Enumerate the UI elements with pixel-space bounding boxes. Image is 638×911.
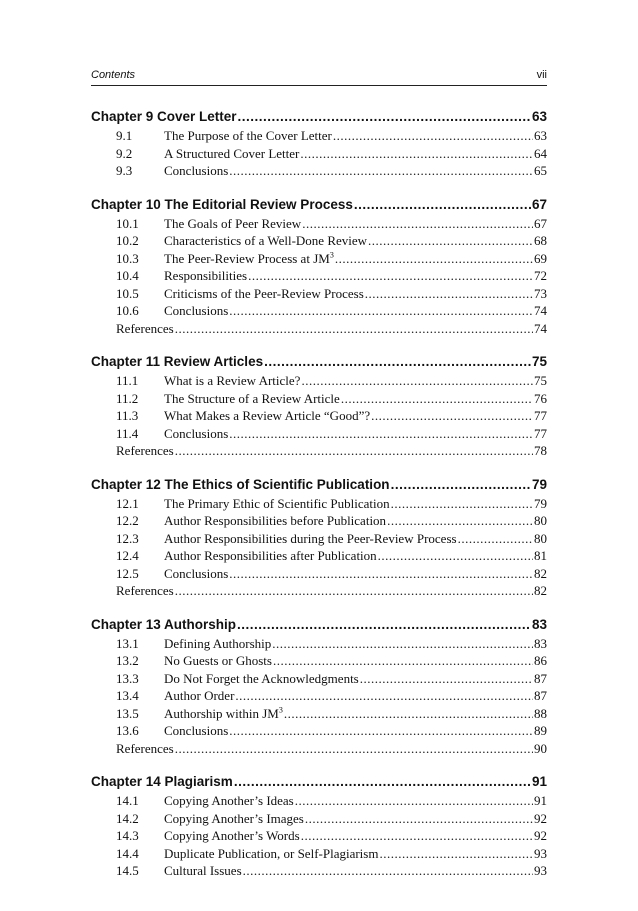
section-title: References [116,443,174,458]
section-number: 14.3 [116,828,139,843]
toc-section-entry[interactable] [91,495,547,513]
chapter-title: Chapter 12 The Ethics of Scientific Publication [91,476,390,492]
section-number: 13.3 [116,670,139,686]
chapter-page: 75 [531,354,547,369]
dot-leader [234,772,531,792]
toc-section-entry[interactable] [91,687,547,705]
section-number: 12.4 [116,548,139,563]
header-rule [91,85,547,86]
section-title: What is a Review Article? [164,373,301,388]
toc-section-entry[interactable] [91,652,547,670]
toc-section-entry[interactable] [91,845,547,863]
dot-leader [333,127,533,145]
dot-leader [175,442,533,460]
section-page: 80 [534,513,547,528]
dot-leader [391,495,533,513]
section-page: 89 [534,723,547,738]
dot-leader [229,425,533,443]
dot-leader [335,250,533,268]
section-title: Author Order [164,688,235,703]
section-page: 82 [534,565,547,581]
toc-chapter-entry[interactable] [91,352,547,372]
section-page: 76 [534,390,547,406]
toc-section-entry[interactable] [91,565,547,583]
toc-section-entry[interactable] [91,722,547,740]
section-title: Conclusions [164,303,229,318]
toc-section-entry[interactable] [91,145,547,163]
dot-leader [360,670,533,688]
section-title: The Purpose of the Cover Letter [164,128,332,143]
section-page: 91 [534,793,547,808]
toc-section-entry[interactable] [91,425,547,443]
section-page: 69 [534,250,547,266]
toc-section-entry[interactable] [91,442,547,460]
section-title: Criticisms of the Peer-Review Process [164,285,364,301]
section-number: 10.2 [116,233,139,248]
chapter-page: 63 [531,109,547,124]
dot-leader [341,390,533,408]
dot-leader [237,615,531,635]
section-number: 13.1 [116,635,139,651]
section-number: 13.2 [116,653,139,668]
section-number: 10.4 [116,268,139,283]
section-title: A Structured Cover Letter [164,145,300,161]
chapter-title: Chapter 11 Review Articles [91,354,264,369]
section-number: 10.1 [116,215,139,231]
section-page: 87 [534,688,547,703]
section-page: 80 [534,530,547,546]
section-title: References [116,320,174,336]
toc-section-entry[interactable] [91,862,547,880]
table-of-contents [91,107,547,895]
section-page: 82 [534,583,547,598]
superscript: 3 [278,705,283,715]
toc-chapter-entry[interactable] [91,615,547,635]
section-number: 12.1 [116,495,139,511]
section-number: 9.1 [116,128,133,143]
section-number: 10.6 [116,303,139,318]
chapter-title: Chapter 9 Cover Letter [91,109,237,124]
toc-section-entry[interactable] [91,372,547,390]
toc-section-entry[interactable] [91,285,547,303]
section-page: 93 [534,845,547,861]
section-page: 74 [534,303,547,318]
dot-leader [387,512,533,530]
section-title: Copying Another’s Images [164,810,304,826]
section-title: The Peer-Review Process at $JM^3$ [164,250,334,266]
dot-leader [301,372,533,390]
toc-section-entry[interactable] [91,635,547,653]
section-page: 73 [534,285,547,301]
chapter-title: Chapter 13 Authorship [91,616,237,632]
toc-section-entry[interactable] [91,162,547,180]
toc-section-entry[interactable] [91,267,547,285]
section-page: 90 [534,740,547,756]
section-number: 11.4 [116,425,139,441]
toc-chapter-entry[interactable] [91,195,547,215]
dot-leader [175,740,533,758]
section-page: 77 [534,425,547,441]
dot-leader [284,705,533,723]
dot-leader [235,687,533,705]
dot-leader [295,792,533,810]
toc-section-entry[interactable] [91,250,547,268]
section-page: 65 [534,163,547,178]
dot-leader [301,827,533,845]
toc-chapter [91,352,547,460]
section-title: No Guests or Ghosts [164,653,272,668]
section-number: 12.3 [116,530,139,546]
running-head-title: Contents [91,69,136,81]
section-title: Conclusions [164,163,229,178]
toc-chapter [91,195,547,338]
dot-leader [229,565,533,583]
section-number: 12.2 [116,513,139,528]
section-number: 10.3 [116,250,139,266]
section-title: Cultural Issues [164,863,242,878]
section-number: 13.4 [116,688,139,703]
dot-leader [238,107,531,127]
dot-leader [300,145,533,163]
toc-section-entry[interactable] [91,582,547,600]
section-page: 75 [534,373,547,388]
dot-leader [264,352,531,372]
section-number: 10.5 [116,285,139,301]
toc-section-entry[interactable] [91,320,547,338]
dot-leader [175,320,533,338]
section-number: 13.5 [116,705,139,721]
section-title: References [116,583,174,598]
section-title: Defining Authorship [164,635,272,651]
section-page: 81 [534,548,547,563]
section-page: 83 [534,635,547,651]
section-number: 11.2 [116,390,139,406]
section-page: 72 [534,268,547,283]
section-number: 12.5 [116,565,139,581]
section-page: 63 [534,128,547,143]
dot-leader [229,722,533,740]
section-number: 14.5 [116,863,139,878]
toc-chapter [91,615,547,758]
section-page: 68 [534,233,547,248]
superscript: 3 [329,250,334,260]
dot-leader [365,285,533,303]
section-number: 13.6 [116,723,139,738]
running-head [91,69,547,81]
toc-section-entry[interactable] [91,512,547,530]
section-title: Duplicate Publication, or Self-Plagiarism [164,845,379,861]
section-number: 11.1 [116,373,139,388]
section-number: 9.3 [116,163,133,178]
toc-section-entry[interactable] [91,407,547,425]
section-number: 14.1 [116,793,139,808]
toc-section-entry[interactable] [91,810,547,828]
chapter-page: 91 [531,774,547,789]
section-title: Authorship within $JM^3$ [164,705,283,721]
dot-leader [243,862,533,880]
dot-leader [175,582,533,600]
chapter-page: 83 [531,616,547,632]
chapter-title: Chapter 10 The Editorial Review Process [91,196,353,212]
dot-leader [391,475,531,495]
dot-leader [229,162,533,180]
chapter-page: 79 [531,476,547,492]
dot-leader [272,635,533,653]
section-title: Copying Another’s Ideas [164,793,294,808]
section-page: 92 [534,810,547,826]
section-page: 92 [534,828,547,843]
section-page: 64 [534,145,547,161]
section-page: 74 [534,320,547,336]
dot-leader [378,547,533,565]
section-title: Conclusions [164,425,229,441]
toc-section-entry[interactable] [91,390,547,408]
toc-section-entry[interactable] [91,792,547,810]
section-page: 88 [534,705,547,721]
toc-section-entry[interactable] [91,740,547,758]
section-page: 77 [534,408,547,423]
toc-section-entry[interactable] [91,705,547,723]
toc-section-entry[interactable] [91,127,547,145]
section-title: Author Responsibilities after Publication [164,548,377,563]
toc-chapter-entry[interactable] [91,475,547,495]
section-page: 79 [534,495,547,511]
dot-leader [379,845,533,863]
dot-leader [368,232,533,250]
section-page: 93 [534,863,547,878]
toc-chapter-entry[interactable] [91,772,547,792]
toc-chapter-entry[interactable] [91,107,547,127]
section-title: Copying Another’s Words [164,828,300,843]
dot-leader [229,302,533,320]
dot-leader [302,215,533,233]
section-number: 14.4 [116,845,139,861]
toc-section-entry[interactable] [91,302,547,320]
section-title: Do Not Forget the Acknowledgments [164,670,359,686]
dot-leader [305,810,533,828]
toc-section-entry[interactable] [91,530,547,548]
section-title: References [116,740,174,756]
toc-chapter [91,772,547,880]
section-page: 67 [534,215,547,231]
section-title: The Primary Ethic of Scientific Publication [164,495,390,511]
section-title: Conclusions [164,565,229,581]
toc-section-entry[interactable] [91,670,547,688]
section-title: Author Responsibilities during the Peer-Review Process [164,530,457,546]
section-number: 9.2 [116,145,133,161]
toc-section-entry[interactable] [91,827,547,845]
section-title: Conclusions [164,723,229,738]
chapter-title: Chapter 14 Plagiarism [91,774,233,789]
chapter-page: 67 [531,196,547,212]
toc-chapter [91,475,547,600]
section-title: Author Responsibilities before Publication [164,513,387,528]
section-title: The Goals of Peer Review [164,215,302,231]
section-number: 14.2 [116,810,139,826]
section-page: 78 [534,443,547,458]
toc-chapter [91,107,547,180]
toc-section-entry[interactable] [91,215,547,233]
dot-leader [354,195,531,215]
section-title: The Structure of a Review Article [164,390,340,406]
toc-section-entry[interactable] [91,232,547,250]
dot-leader [371,407,533,425]
section-title: What Makes a Review Article “Good”? [164,408,371,423]
section-page: 87 [534,670,547,686]
dot-leader [458,530,533,548]
dot-leader [248,267,533,285]
dot-leader [273,652,533,670]
section-number: 11.3 [116,408,139,423]
section-title: Characteristics of a Well-Done Review [164,233,368,248]
page-number: vii [536,69,547,81]
section-page: 86 [534,653,547,668]
section-title: Responsibilities [164,268,248,283]
toc-section-entry[interactable] [91,547,547,565]
